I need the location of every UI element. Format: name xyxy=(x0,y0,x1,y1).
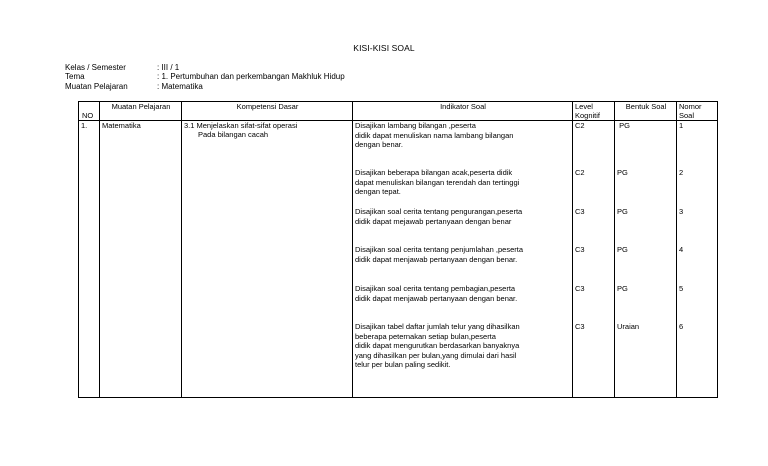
indikator-line: Disajikan beberapa bilangan acak,peserta didik xyxy=(355,168,513,177)
nomor-value: 5 xyxy=(679,284,684,293)
indikator-line: didik dapat menuliskan nama lambang bilangan xyxy=(355,130,514,140)
indikator-line: Disajikan lambang bilangan ,peserta xyxy=(355,121,476,130)
bentuk-value: PG xyxy=(617,207,628,216)
bentuk-value: Uraian xyxy=(617,322,640,331)
meta-label: Tema xyxy=(65,72,85,81)
indikator-line: Disajikan soal cerita tentang penjumlahan ,peserta xyxy=(355,245,524,254)
meta-value: : 1. Pertumbuhan dan perkembangan Makhluk Hidup xyxy=(157,72,345,81)
header-bentuk: Bentuk Soal xyxy=(615,102,677,121)
indikator-item xyxy=(355,168,571,197)
indikator-line: didik dapat menjawab pertanyaan dengan benar. xyxy=(355,293,518,303)
indikator-line: yang dihasilkan per bulan,yang dimulai dari hasil xyxy=(355,350,517,360)
nomor-value: 3 xyxy=(679,207,684,216)
header-indikator: Indikator Soal xyxy=(353,102,573,121)
indikator-item xyxy=(355,322,571,370)
nomor-value: 6 xyxy=(679,322,684,331)
cell-bentuk xyxy=(615,121,677,398)
indikator-item xyxy=(355,284,571,303)
meta-label: Muatan Pelajaran xyxy=(65,82,128,91)
header-row xyxy=(79,102,718,121)
indikator-line: didik dapat mejawab pertanyaan dengan benar xyxy=(355,216,512,226)
meta-label: Kelas / Semester xyxy=(65,63,126,72)
indikator-line: didik dapat mengurutkan berdasarkan banyaknya xyxy=(355,341,520,350)
nomor-value: 4 xyxy=(679,245,684,254)
nomor-value: 1 xyxy=(679,121,684,130)
indikator-line: Disajikan soal cerita tentang pembagian,peserta xyxy=(355,284,516,293)
level-value: C3 xyxy=(575,207,585,216)
header-level: Level Kognitif xyxy=(573,102,615,121)
meta-value: : Matematika xyxy=(157,82,203,91)
cell-no: 1. xyxy=(79,121,100,398)
header-muatan: Muatan Pelajaran xyxy=(100,102,182,121)
level-value: C2 xyxy=(575,121,585,130)
level-value: C3 xyxy=(575,322,585,331)
cell-muatan: Matematika xyxy=(100,121,182,398)
header-no: NO xyxy=(79,102,100,121)
header-kompetensi: Kompetensi Dasar xyxy=(182,102,353,121)
level-value: C2 xyxy=(575,168,585,177)
indikator-line: dengan benar. xyxy=(355,140,403,149)
nomor-value: 2 xyxy=(679,168,684,177)
cell-indikator xyxy=(353,121,573,398)
indikator-item xyxy=(355,245,571,264)
indikator-line: Disajikan tabel daftar jumlah telur yang dihasilkan xyxy=(355,322,520,331)
meta-value: : III / 1 xyxy=(157,63,180,72)
level-value: C3 xyxy=(575,284,585,293)
cell-nomor xyxy=(677,121,718,398)
bentuk-value: PG xyxy=(617,168,628,177)
kd-line: Pada bilangan cacah xyxy=(198,130,269,139)
indikator-line: telur per bulan paling sedikit. xyxy=(355,360,451,369)
kd-line: 3.1 Menjelaskan sifat-sifat operasi xyxy=(184,121,298,130)
indikator-item xyxy=(355,207,571,226)
indikator-item xyxy=(355,121,571,150)
table-row xyxy=(79,121,718,398)
document-title: KISI-KISI SOAL xyxy=(353,43,415,53)
bentuk-value: PG xyxy=(617,284,628,293)
indikator-line: didik dapat menjawab pertanyaan dengan benar. xyxy=(355,254,518,264)
kisi-kisi-table xyxy=(78,101,718,398)
level-value: C3 xyxy=(575,245,585,254)
indikator-line: dapat menuliskan bilangan terendah dan tertinggi xyxy=(355,177,520,187)
bentuk-value: PG xyxy=(617,245,628,254)
cell-kompetensi xyxy=(182,121,353,398)
indikator-line: dengan tepat. xyxy=(355,187,401,196)
cell-level xyxy=(573,121,615,398)
bentuk-value: PG xyxy=(617,121,630,130)
indikator-line: Disajikan soal cerita tentang pengurangan,peserta xyxy=(355,207,523,216)
indikator-line: beberapa peternakan setiap bulan,peserta xyxy=(355,331,496,341)
header-nomor: Nomor Soal xyxy=(677,102,718,121)
